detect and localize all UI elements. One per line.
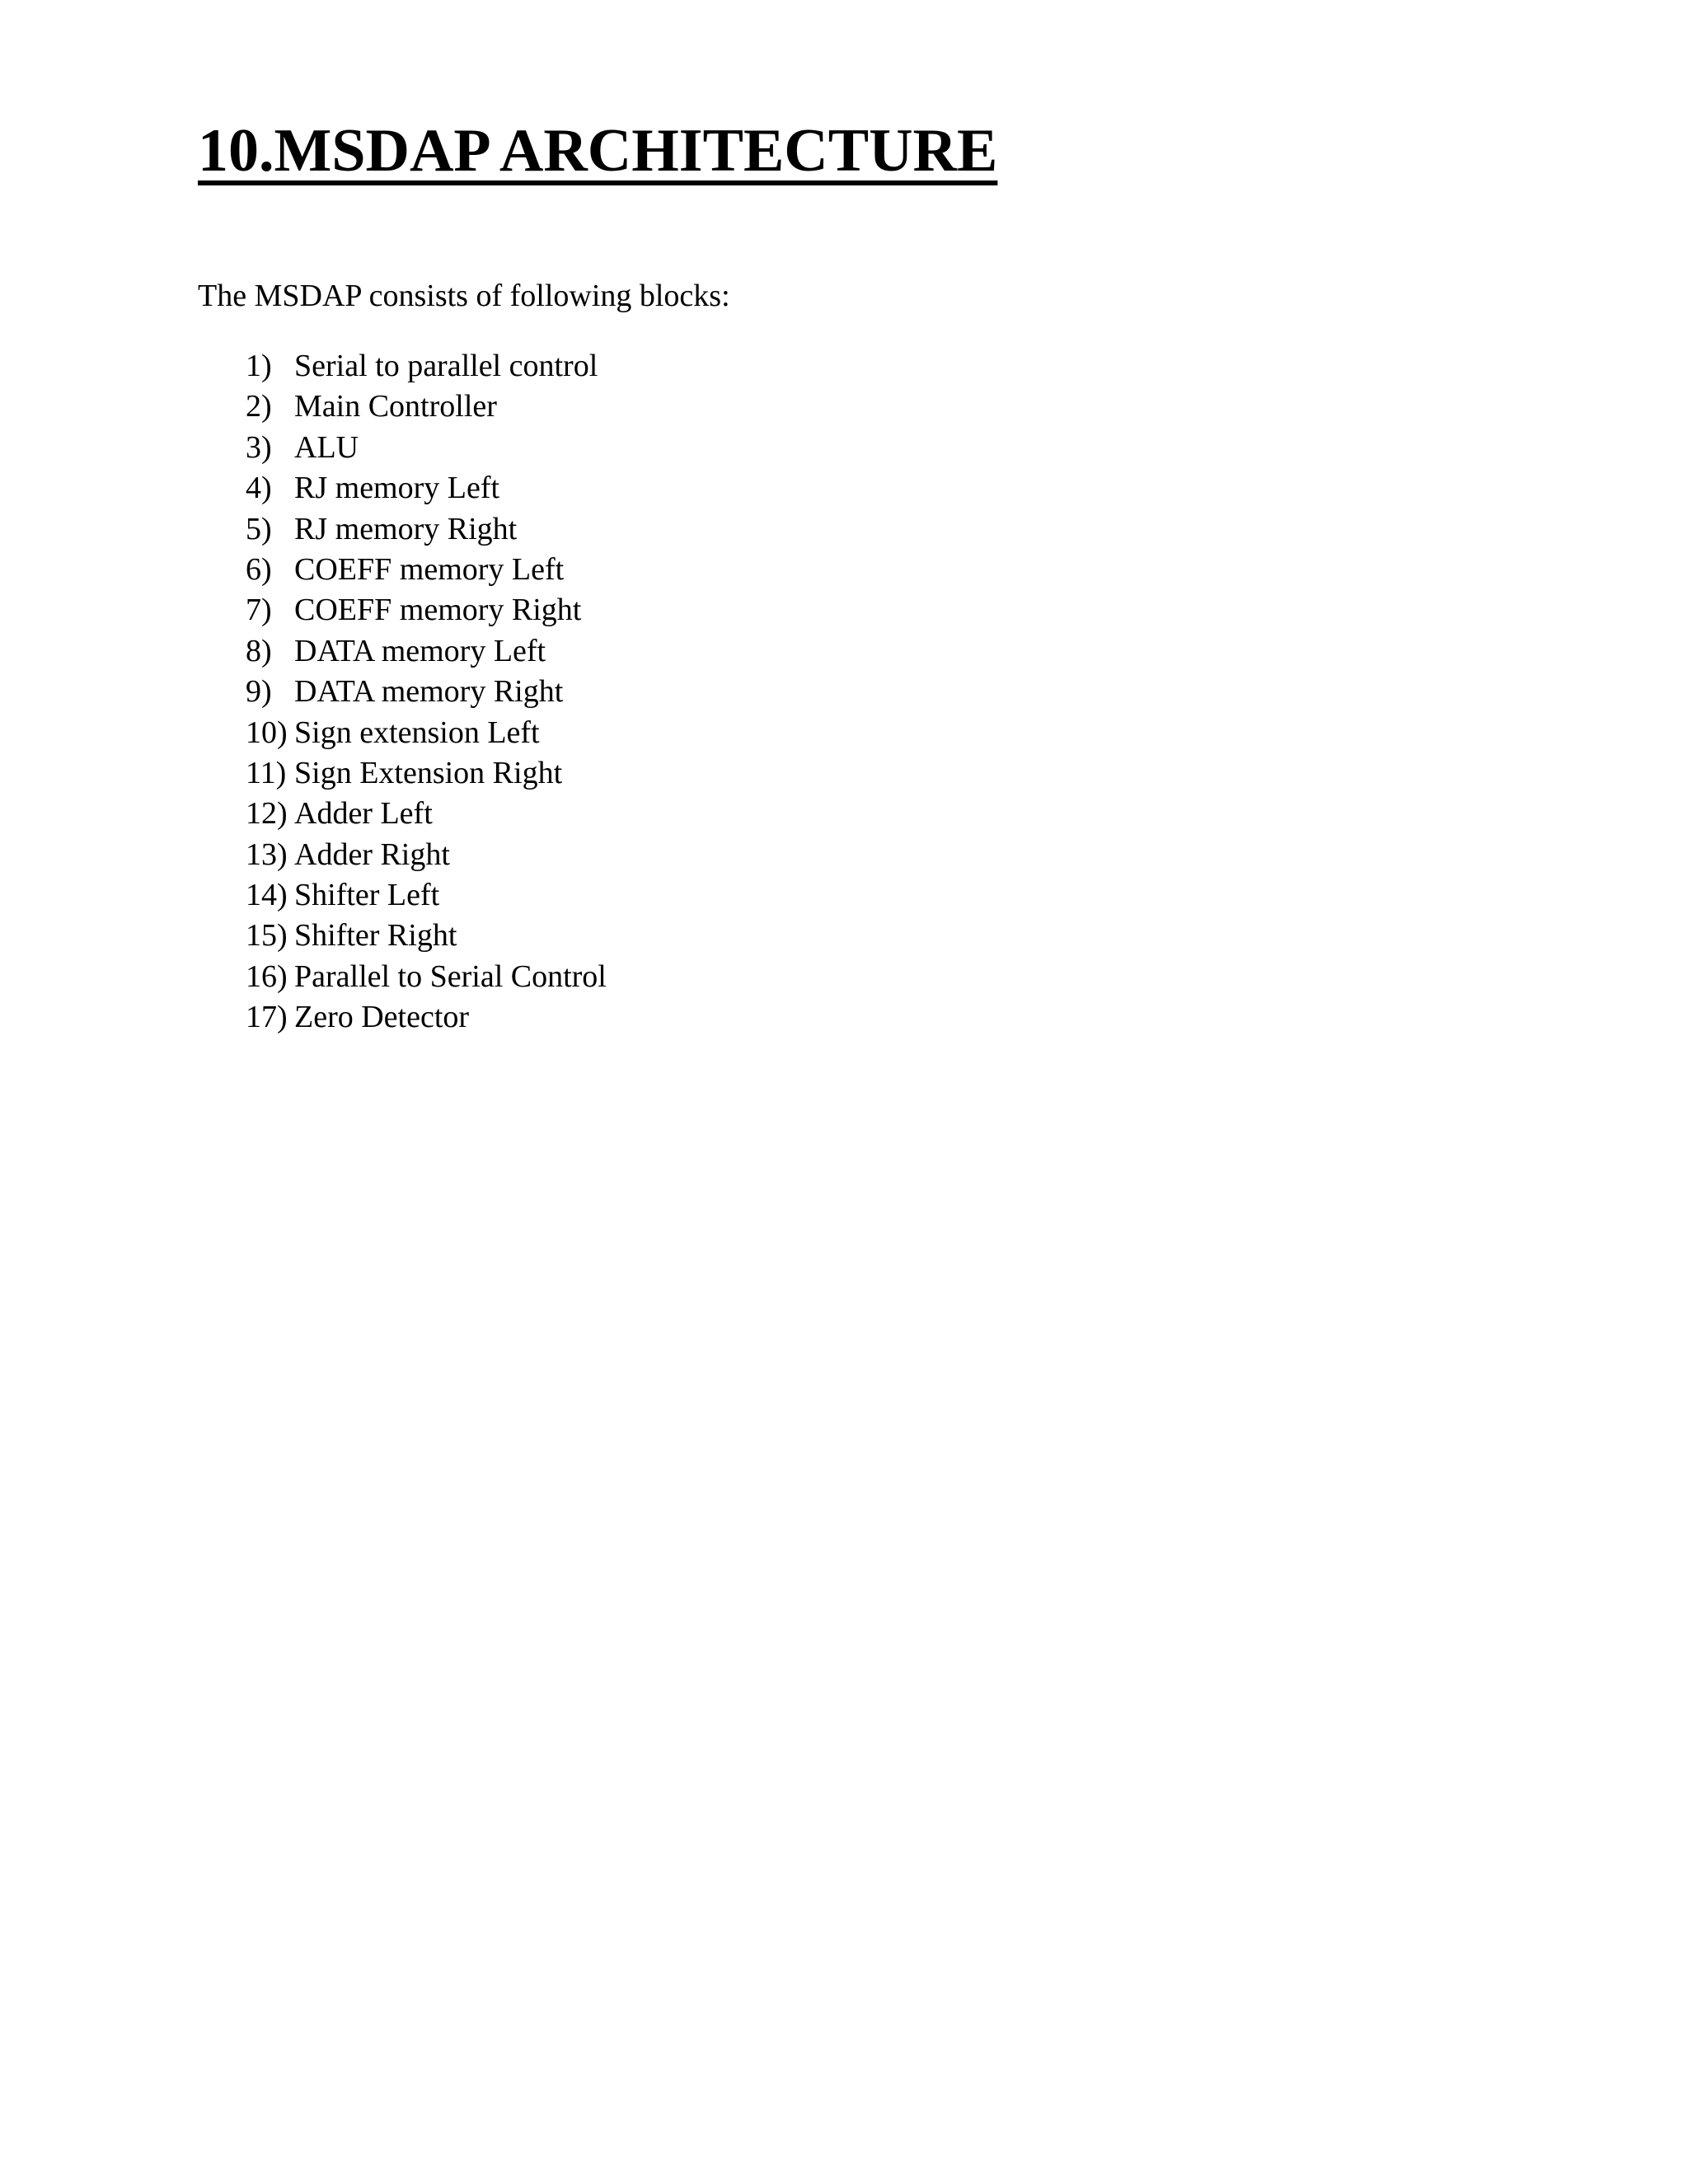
list-item-number: 17) — [246, 1000, 288, 1035]
list-item-number: 1) — [246, 349, 272, 383]
list-item-label: Zero Detector — [294, 1000, 470, 1035]
list-item-number: 15) — [246, 918, 288, 954]
list-item-label: DATA memory Right — [294, 674, 564, 710]
list-item-label: Sign Extension Right — [294, 755, 563, 790]
list-item-number: 7) — [246, 593, 272, 628]
list-item-number: 8) — [246, 633, 272, 668]
list-item-label: Shifter Right — [294, 918, 457, 954]
list-item-number: 10) — [246, 715, 288, 750]
list-item-label: COEFF memory Right — [294, 593, 582, 628]
list-item-number: 6) — [246, 551, 272, 587]
list-item-number: 5) — [246, 511, 272, 546]
list-item-label: Main Controller — [294, 389, 497, 424]
list-item-number: 11) — [246, 755, 287, 790]
list-item-label: Sign extension Left — [294, 715, 540, 750]
list-item-label: Adder Right — [294, 837, 450, 872]
list-item-label: Adder Left — [294, 796, 433, 832]
list-item-number: 4) — [246, 471, 272, 506]
list-item-number: 9) — [246, 674, 272, 710]
list-item-label: Shifter Left — [294, 878, 440, 913]
list-item-number: 16) — [246, 958, 288, 994]
page-title: 10.MSDAP ARCHITECTURE — [198, 117, 998, 185]
list-item-number: 2) — [246, 389, 272, 424]
list-item-label: DATA memory Left — [294, 633, 546, 668]
list-item-number: 14) — [246, 878, 288, 913]
intro-text: The MSDAP consists of following blocks: — [198, 279, 730, 313]
list-item-label: RJ memory Right — [294, 511, 518, 546]
list-item-number: 12) — [246, 796, 288, 832]
list-item-label: Serial to parallel control — [294, 349, 598, 383]
list-item-label: ALU — [294, 429, 359, 465]
list-item-label: RJ memory Left — [294, 471, 500, 506]
list-item-number: 3) — [246, 429, 272, 465]
list-item-number: 13) — [246, 837, 288, 872]
list-item-label: COEFF memory Left — [294, 551, 565, 587]
list-item-label: Parallel to Serial Control — [294, 958, 607, 994]
